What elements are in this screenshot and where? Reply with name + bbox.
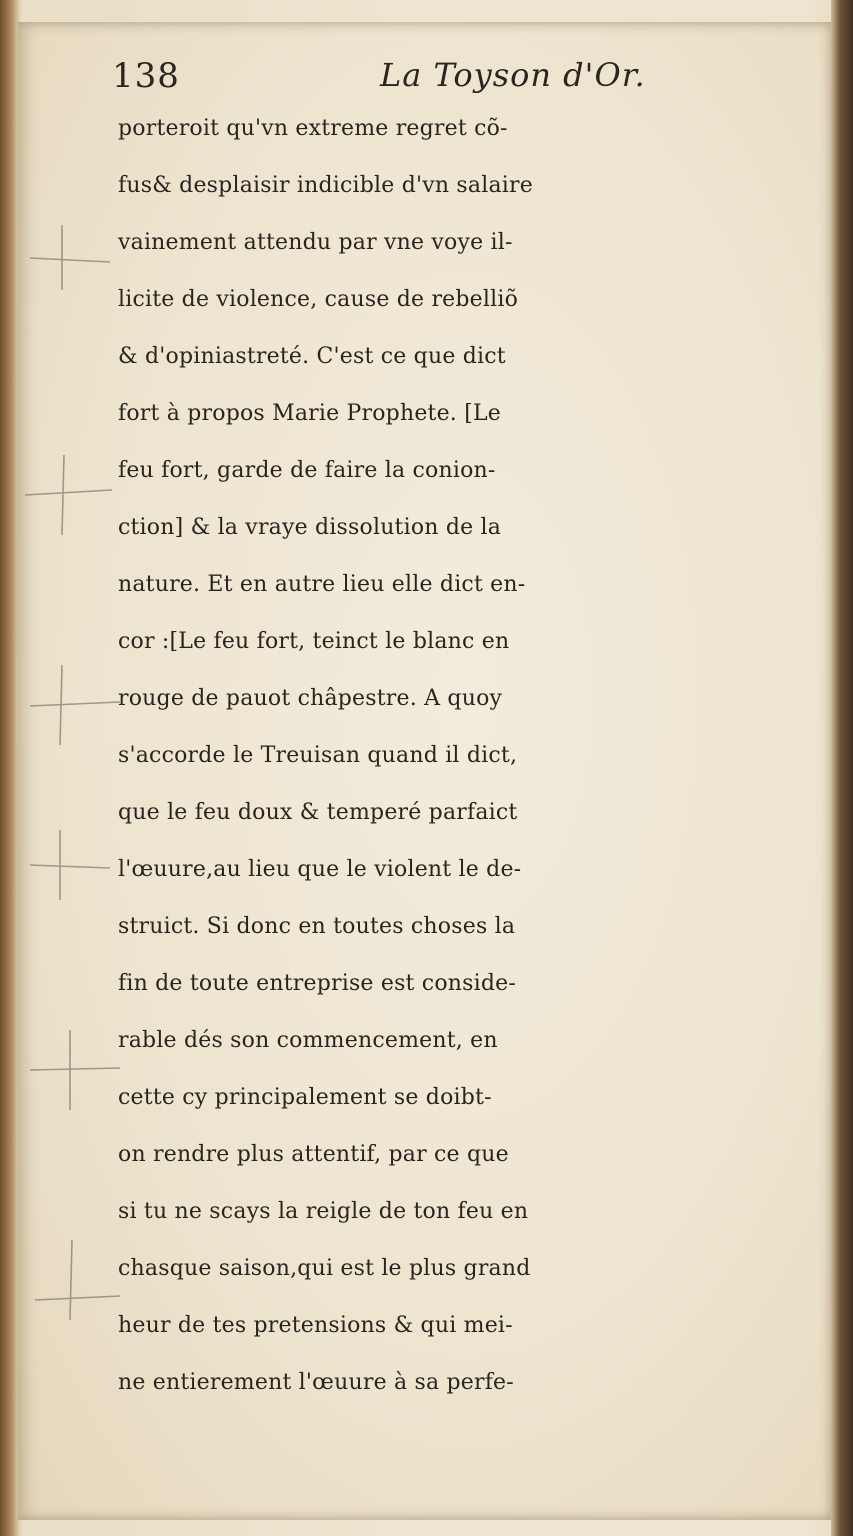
text-line: s'accorde le Treuisan quand il dict, xyxy=(118,743,518,768)
text-line: licite de violence, cause de rebelliõ xyxy=(118,287,519,312)
page-header xyxy=(112,56,652,106)
text-line: heur de tes pretensions & qui mei- xyxy=(118,1313,513,1338)
text-line: ne entierement l'œuure à sa perfe- xyxy=(118,1370,514,1395)
text-line: vainement attendu par vne voye il- xyxy=(118,230,513,255)
text-line: on rendre plus attentif, par ce que xyxy=(118,1142,509,1167)
text-line: struict. Si donc en toutes choses la xyxy=(118,914,516,939)
body-text xyxy=(118,100,818,1411)
book-fore-edge xyxy=(831,0,853,1536)
text-line: fus& desplaisir indicible d'vn salaire xyxy=(118,173,533,198)
text-line: si tu ne scays la reigle de ton feu en xyxy=(118,1199,529,1224)
text-line: fin de toute entreprise est conside- xyxy=(118,971,516,996)
text-line: fort à propos Marie Prophete. [Le xyxy=(118,401,502,426)
text-line: feu fort, garde de faire la conion- xyxy=(118,458,496,483)
text-line: cor :[Le feu fort, teinct le blanc en xyxy=(118,629,510,654)
page-number: 138 xyxy=(112,56,180,96)
text-line: l'œuure,au lieu que le violent le de- xyxy=(118,857,522,882)
running-title: La Toyson d'Or. xyxy=(380,56,646,94)
text-line: cette cy principalement se doibt- xyxy=(118,1085,492,1110)
book-spine-edge xyxy=(0,0,18,1536)
text-line: rouge de pauot châpestre. A quoy xyxy=(118,686,503,711)
text-line: porteroit qu'vn extreme regret cõ- xyxy=(118,116,508,141)
text-line: chasque saison,qui est le plus grand xyxy=(118,1256,531,1281)
text-line: nature. Et en autre lieu elle dict en- xyxy=(118,572,526,597)
text-line: rable dés son commencement, en xyxy=(118,1028,498,1053)
text-line: ction] & la vraye dissolution de la xyxy=(118,515,502,540)
text-line: & d'opiniastreté. C'est ce que dict xyxy=(118,344,506,369)
text-line: que le feu doux & temperé parfaict xyxy=(118,800,518,825)
